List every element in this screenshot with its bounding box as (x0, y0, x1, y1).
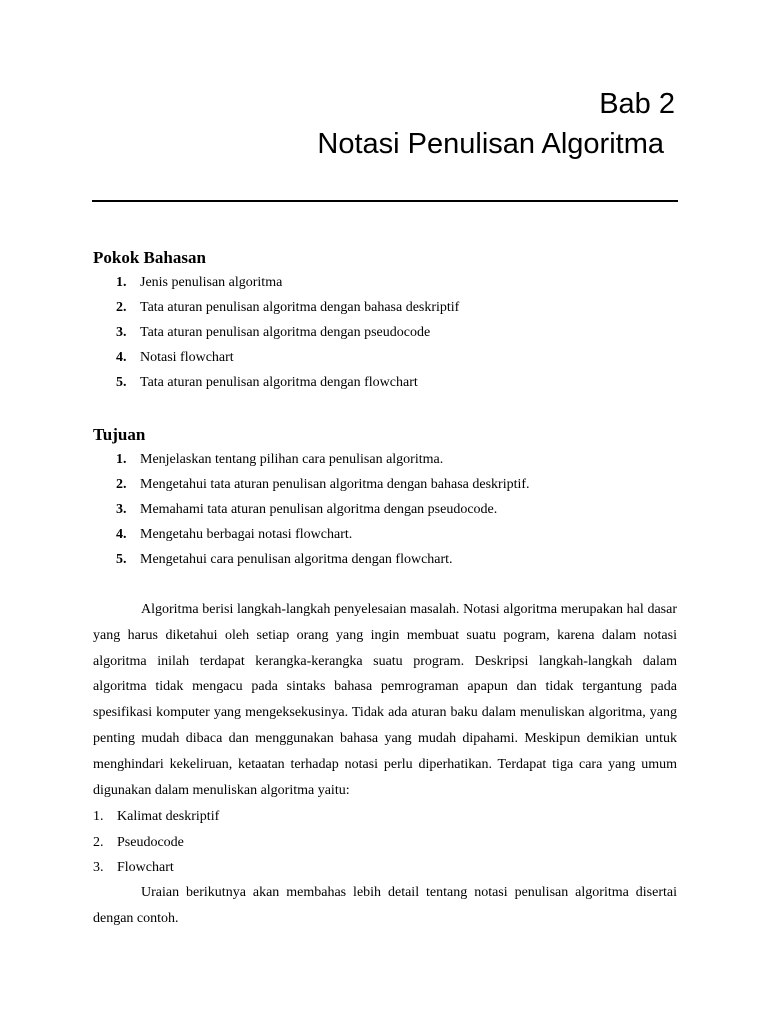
item-text: Pseudocode (117, 834, 184, 850)
item-number: 5. (116, 552, 127, 567)
item-text: Memahami tata aturan penulisan algoritma dengan pseudocode. (140, 502, 498, 517)
item-text: Mengetahui cara penulisan algoritma dengan flowchart. (140, 552, 453, 567)
item-text: Notasi flowchart (140, 350, 234, 365)
item-text: Mengetahu berbagai notasi flowchart. (140, 527, 353, 542)
intro-paragraph: Algoritma berisi langkah-langkah penyelesaian masalah. Notasi algoritma merupakan hal dasar yang harus diketahui oleh setiap orang yang ingin membuat suatu pogram, karena dalam notasi algoritma inilah terdapat kerangka-kerangka suatu program. Deskripsi langkah-langkah dalam algoritma tidak mengacu pada sintaks bahasa pemrograman apapun dan tidak tergantung pada spesifikasi komputer yang mengeksekusinya. Tidak ada aturan baku dalam menuliskan algoritma, yang penting mudah dibaca dan menggunakan bahasa yang mudah dipahami. Meskipun demikian untuk menghindari kekeliruan, ketaatan terhadap notasi perlu diperhatikan. Terdapat tiga cara yang umum digunakan dalam menuliskan algoritma yaitu: (93, 602, 677, 798)
item-number: 5. (116, 375, 127, 390)
item-number: 3. (116, 502, 127, 517)
item-number: 1. (93, 809, 104, 824)
item-number: 2. (93, 834, 104, 850)
item-number: 1. (116, 452, 127, 467)
item-text: Tata aturan penulisan algoritma dengan bahasa deskriptif (140, 300, 460, 315)
item-number: 2. (116, 477, 127, 492)
pokok-bahasan-heading: Pokok Bahasan (93, 248, 206, 267)
item-number: 4. (116, 527, 127, 542)
item-text: Jenis penulisan algoritma (140, 275, 283, 290)
item-number: 2. (116, 300, 127, 315)
chapter-number: Bab 2 (599, 88, 675, 120)
item-number: 4. (116, 350, 127, 365)
item-number: 1. (116, 275, 127, 290)
item-text: Mengetahui tata aturan penulisan algoritma dengan bahasa deskriptif. (140, 477, 530, 492)
item-number: 3. (93, 860, 104, 875)
item-text: Tata aturan penulisan algoritma dengan pseudocode (140, 325, 431, 340)
tujuan-heading: Tujuan (93, 425, 146, 444)
item-text: Tata aturan penulisan algoritma dengan flowchart (140, 375, 418, 390)
title-divider (92, 200, 678, 202)
item-text: Kalimat deskriptif (117, 809, 220, 824)
item-text: Flowchart (117, 860, 174, 875)
item-number: 3. (116, 325, 127, 340)
closing-paragraph: Uraian berikutnya akan membahas lebih detail tentang notasi penulisan algoritma disertai dengan contoh. (93, 885, 677, 926)
item-text: Menjelaskan tentang pilihan cara penulisan algoritma. (140, 452, 444, 467)
chapter-title: Notasi Penulisan Algoritma (317, 128, 664, 160)
